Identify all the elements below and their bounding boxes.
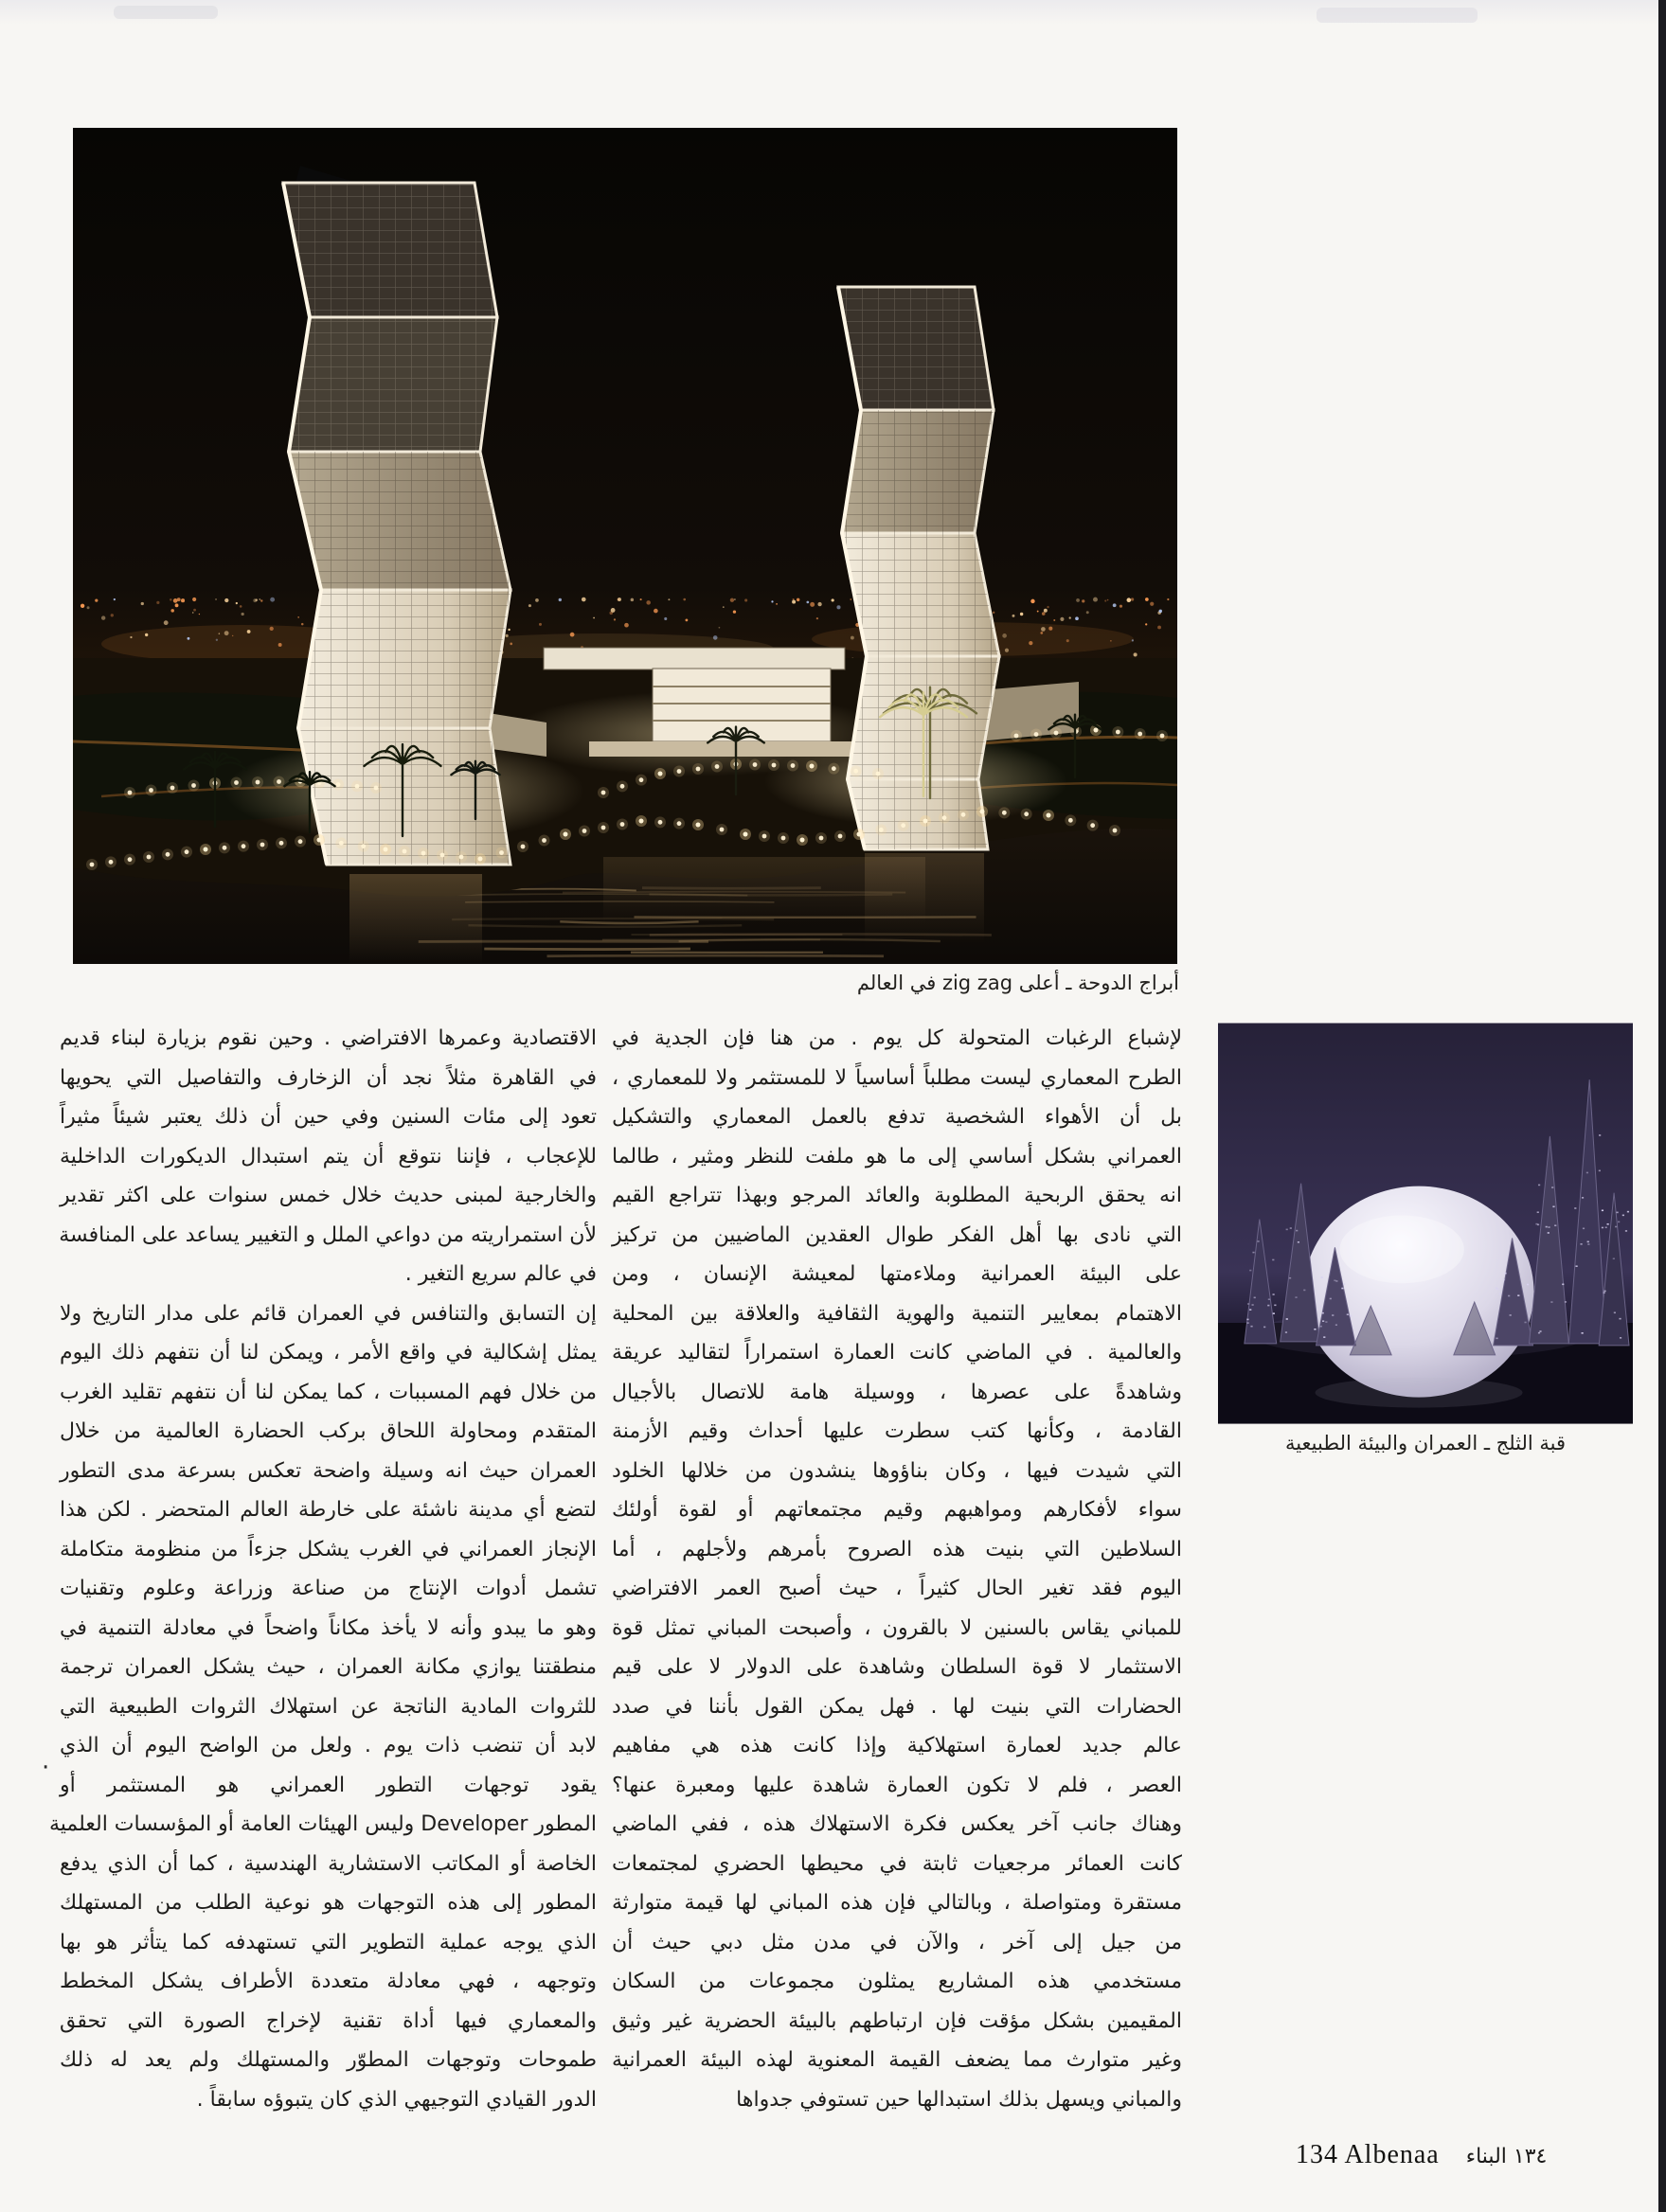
- text-line: تشمل أدوات الإنتاج من صناعة وزراعة وعلوم وتقنيات: [60, 1577, 597, 1600]
- text-line: يمثل إشكالية في واقع الأمر ، ويمكن لنا أن نتفهم ذلك اليوم: [60, 1341, 597, 1365]
- main-photo-caption: أبراج الدوحة ـ أعلى zig zag في العالم: [856, 972, 1179, 994]
- text-line: للإعجاب ، فإننا نتوقع أن يتم استبدال الديكورات الداخلية: [60, 1144, 597, 1168]
- text-line: التي شيدت فيها ، وكان بناؤوها ينشدون من خلالها الخلود: [612, 1458, 1182, 1483]
- text-line: انه يحقق الربحية المطلوبة والعائد المرجو وبهذا تتراجع القيم: [612, 1184, 1182, 1207]
- text-line: وهناك جانب آخر يعكس فكرة الاستهلاك هذه ، ففي الماضي: [612, 1812, 1182, 1836]
- page-number-arabic: ١٣٤ البناء: [1465, 2145, 1548, 2168]
- zigzag-towers-night-scene: [73, 128, 1177, 964]
- text-line: سواء لأفكارهم ومواهبهم وقيم مجتمعاتهم أو لقوة أولئك: [612, 1498, 1182, 1522]
- scan-smudge: [1317, 8, 1478, 23]
- text-line: الدور القيادي التوجيهي الذي كان يتبوؤه سابقاً .: [196, 2087, 597, 2112]
- text-line: الذي يوجه عملية التطوير التي تستهدفه كما يتأثر هو بها: [60, 1930, 597, 1954]
- text-line: والمباني ويسهل بذلك استبدالها حين تستوفي جدواها: [736, 2087, 1182, 2112]
- text-line: للثروات المادية الناتجة عن استهلاك الثروات الطبيعية التي: [60, 1694, 597, 1719]
- text-line: المقيمين بشكل مؤقت فإن ارتباطهم بالبيئة الحضرية غير وثيق: [612, 2008, 1182, 2033]
- text-line: الاهتمام بمعايير التنمية والهوية الثقافية والعلاقة بين المحلية: [612, 1301, 1182, 1326]
- text-line: بل أن الأهواء الشخصية تدفع بالعمل المعماري والتشكيل: [612, 1105, 1182, 1129]
- text-line: القادمة ، وكأنها كتب سطرت عليها أحداث وقيم الأزمنة: [612, 1419, 1182, 1443]
- zigzag-towers-photo: [73, 128, 1177, 964]
- text-line: تعود إلى مئات السنين وفي حين أن ذلك يعتبر شيئاً مثيراً: [60, 1105, 597, 1129]
- text-line: لأن استمراريته من دواعي الملل و التغيير يساعد على المنافسة: [59, 1222, 597, 1247]
- text-line: لابد أن تنضب ذات يوم . ولعل من الواضح اليوم أن الذي: [60, 1734, 597, 1757]
- scan-smudge: [114, 6, 218, 19]
- article-column-left: [48, 1019, 597, 2119]
- text-line: العمران حيث انه وسيلة واضحة تعكس بسرعة مدى التطور: [60, 1458, 597, 1483]
- text-line: لتضع أي مدينة ناشئة على خارطة العالم المتحضر . لكن هذا: [60, 1498, 597, 1522]
- text-line: وتوجهه ، فهي معادلة متعددة الأطراف يشكل المخطط: [60, 1970, 597, 1993]
- right-zigzag-tower: [838, 287, 999, 849]
- text-line: كانت العمائر مرجعيات ثابتة في محيطها الحضري لمجتمعات: [612, 1851, 1182, 1876]
- text-line: المطور إلى هذه التوجهات هو نوعية الطلب من المستهلك: [60, 1891, 597, 1915]
- page-footer: [1296, 2140, 1547, 2170]
- text-line: الحضارات التي بنيت لها . فهل يمكن القول بأننا في صدد: [612, 1694, 1182, 1719]
- text-line: والمعماري فيها أداة تقنية لإخراج الصورة التي تحقق: [60, 2008, 597, 2033]
- text-line: طموحات وتوجهات المطوّر والمستهلك ولم يعد له ذلك: [60, 2048, 597, 2072]
- text-line: في القاهرة مثلاً نجد أن الزخارف والتفاصيل التي يحويها: [60, 1065, 597, 1090]
- text-line: وشاهدةً على عصرها ، ووسيلة هامة للاتصال بالأجيال: [612, 1380, 1182, 1404]
- text-line: على البيئة العمرانية وملاءمتها لمعيشة الإنسان ، ومن: [612, 1262, 1182, 1286]
- page-number-latin: 134 Albenaa: [1296, 2140, 1440, 2169]
- snow-dome-scene: [1218, 1022, 1633, 1425]
- text-line: الإنجاز العمراني في الغرب يشكل جزءاً من منظومة متكاملة: [60, 1537, 597, 1561]
- dome-reflection: [1316, 1378, 1523, 1408]
- dome-photo-caption: قبة الثلج ـ العمران والبيئة الطبيعية: [1284, 1432, 1567, 1454]
- article-column-middle: [612, 1019, 1182, 2119]
- text-line: مستخدمي هذه المشاريع يمثلون مجموعات من السكان: [612, 1970, 1182, 1993]
- text-line: والعالمية . في الماضي كانت العمارة استمراراً لتقاليد عريقة: [612, 1341, 1182, 1365]
- text-line: وغير متوارث مما يضعف القيمة المعنوية لهذه البيئة العمرانية: [612, 2048, 1182, 2072]
- text-line: العمراني بشكل أساسي إلى ما هو ملفت للنظر ومثير ، طالما: [612, 1144, 1182, 1168]
- text-line: مستقرة ومتواصلة ، وبالتالي فإن هذه المباني لها قيمة متوارثة: [612, 1891, 1182, 1915]
- text-line: من جيل إلى آخر ، والآن في مدن مثل دبي حيث أن: [612, 1930, 1182, 1954]
- text-line: وهو ما يبدو وأنه لا يأخذ مكاناً واضحاً في معادلة التنمية في: [60, 1615, 597, 1640]
- text-line: منطقتنا يوازي مكانة العمران ، حيث يشكل العمران ترجمة: [60, 1655, 597, 1679]
- text-line: العصر ، فلم لا تكون العمارة شاهدة عليها ومعبرة عنها؟: [612, 1773, 1182, 1797]
- text-line: والخارجية لمبنى حديث خلال خمس سنوات على اكثر تقدير: [60, 1184, 597, 1207]
- text-line: يقود توجهات التطور العمراني هو المستثمر أو: [60, 1773, 597, 1797]
- text-line: اليوم فقد تغير الحال كثيراً ، حيث أصبح العمر الافتراضي: [612, 1577, 1182, 1600]
- text-line: الاستثمار لا قوة السلطان وشاهدة على الدولار لا على قيم: [612, 1655, 1182, 1679]
- text-line: المطور Developer وليس الهيئات العامة أو المؤسسات العلمية: [48, 1812, 597, 1836]
- text-line: إن التسابق والتنافس في العمران قائم على مدار التاريخ ولا: [60, 1301, 597, 1326]
- text-line: التي نادى بها أهل الفكر طوال العقدين الماضيين من تركيز: [612, 1222, 1182, 1247]
- text-line: المتقدم ومحاولة اللحاق بركب الحضارة العالمية من خلال: [60, 1419, 597, 1443]
- text-line: في عالم سريع التغير .: [404, 1262, 597, 1286]
- text-line: عالم جديد لعمارة استهلاكية وإذا كانت هذه هي مفاهيم: [612, 1734, 1182, 1757]
- text-line: الاقتصادية وعمرها الافتراضي . وحين نقوم بزيارة لبناء قديم: [60, 1026, 597, 1050]
- tower-reflection: [349, 874, 482, 964]
- text-line: الطرح المعماري ليست مطلباً أساسياً لا للمستثمر ولا للمعماري ،: [612, 1065, 1182, 1090]
- scan-edge-strip: [1658, 0, 1666, 2212]
- text-line: من خلال فهم المسببات ، كما يمكن لنا أن نتفهم تقليد الغرب: [60, 1380, 597, 1404]
- text-line: السلاطين التي بنيت هذه الصروح بأمرهم ولأجلهم ، أما: [612, 1537, 1182, 1561]
- text-line: لإشباع الرغبات المتحولة كل يوم . من هنا فإن الجدية في: [612, 1026, 1182, 1050]
- snow-dome-photo: [1218, 1022, 1633, 1425]
- margin-stray-mark: ·: [42, 1754, 50, 1782]
- text-line: الخاصة أو المكاتب الاستشارية الهندسية ، كما أن الذي يدفع: [60, 1851, 597, 1876]
- text-line: للمباني يقاس بالسنين لا بالقرون ، وأصبحت المباني تمثل قوة: [612, 1615, 1182, 1640]
